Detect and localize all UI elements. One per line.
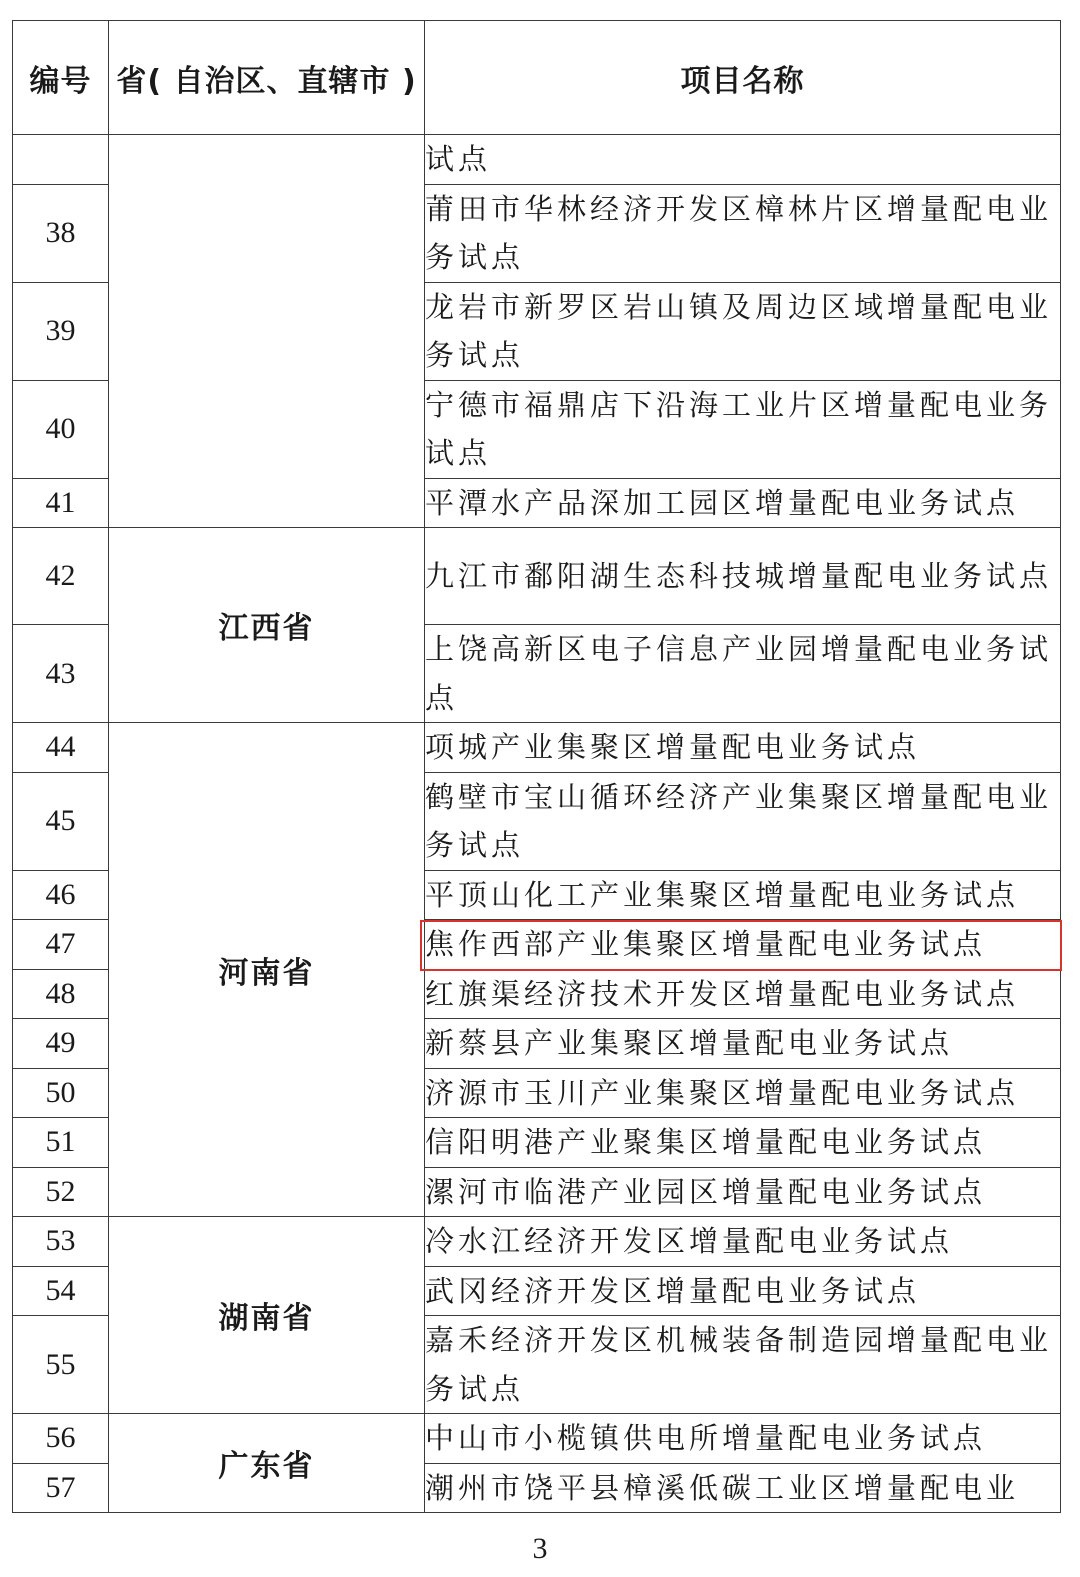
row-number: 56 [13, 1414, 109, 1464]
row-number: 39 [13, 282, 109, 380]
project-name: 试点 [425, 135, 1061, 185]
province-cell-hunan: 湖南省 [109, 1217, 425, 1414]
table-row [13, 1414, 1061, 1464]
project-name: 上饶高新区电子信息产业园增量配电业务试点 [425, 625, 1061, 723]
project-name: 九江市鄱阳湖生态科技城增量配电业务试点 [425, 528, 1061, 625]
table-row [13, 1217, 1061, 1267]
project-name: 项城产业集聚区增量配电业务试点 [425, 723, 1061, 773]
row-number: 54 [13, 1266, 109, 1316]
table-header-row [13, 21, 1061, 135]
province-cell-henan: 河南省 [109, 723, 425, 1217]
row-number: 57 [13, 1463, 109, 1513]
row-number: 49 [13, 1019, 109, 1069]
table-row [13, 135, 1061, 185]
row-number: 41 [13, 478, 109, 528]
table-row [13, 723, 1061, 773]
row-number: 43 [13, 625, 109, 723]
row-number [13, 135, 109, 185]
pilot-project-table [12, 20, 1061, 1513]
project-name: 武冈经济开发区增量配电业务试点 [425, 1266, 1061, 1316]
project-name: 平潭水产品深加工园区增量配电业务试点 [425, 478, 1061, 528]
row-number: 45 [13, 772, 109, 870]
project-name: 冷水江经济开发区增量配电业务试点 [425, 1217, 1061, 1267]
project-name: 济源市玉川产业集聚区增量配电业务试点 [425, 1068, 1061, 1118]
row-number: 46 [13, 870, 109, 920]
project-name: 莆田市华林经济开发区樟林片区增量配电业务试点 [425, 184, 1061, 282]
row-number: 52 [13, 1167, 109, 1217]
header-province: 省( 自治区、直辖市 ) [109, 21, 425, 135]
header-project-name: 项目名称 [425, 21, 1061, 135]
project-name: 信阳明港产业聚集区增量配电业务试点 [425, 1118, 1061, 1168]
project-name: 鹤壁市宝山循环经济产业集聚区增量配电业务试点 [425, 772, 1061, 870]
project-name: 潮州市饶平县樟溪低碳工业区增量配电业 [425, 1463, 1061, 1513]
project-name: 漯河市临港产业园区增量配电业务试点 [425, 1167, 1061, 1217]
province-cell-guangdong: 广东省 [109, 1414, 425, 1513]
province-cell-fujian [109, 135, 425, 528]
project-name: 嘉禾经济开发区机械装备制造园增量配电业务试点 [425, 1316, 1061, 1414]
row-number: 40 [13, 380, 109, 478]
row-number: 47 [13, 920, 109, 970]
project-name: 龙岩市新罗区岩山镇及周边区域增量配电业务试点 [425, 282, 1061, 380]
province-cell-jiangxi: 江西省 [109, 528, 425, 723]
project-name-highlighted: 焦作西部产业集聚区增量配电业务试点 [425, 920, 1061, 970]
row-number: 42 [13, 528, 109, 625]
project-name: 平顶山化工产业集聚区增量配电业务试点 [425, 870, 1061, 920]
page-number: 3 [532, 1532, 548, 1565]
project-name: 中山市小榄镇供电所增量配电业务试点 [425, 1414, 1061, 1464]
table-row [13, 528, 1061, 625]
header-number: 编号 [13, 21, 109, 135]
row-number: 44 [13, 723, 109, 773]
project-name: 红旗渠经济技术开发区增量配电业务试点 [425, 969, 1061, 1019]
row-number: 48 [13, 969, 109, 1019]
row-number: 38 [13, 184, 109, 282]
row-number: 53 [13, 1217, 109, 1267]
row-number: 51 [13, 1118, 109, 1168]
row-number: 50 [13, 1068, 109, 1118]
row-number: 55 [13, 1316, 109, 1414]
project-name: 新蔡县产业集聚区增量配电业务试点 [425, 1019, 1061, 1069]
project-name: 宁德市福鼎店下沿海工业片区增量配电业务试点 [425, 380, 1061, 478]
